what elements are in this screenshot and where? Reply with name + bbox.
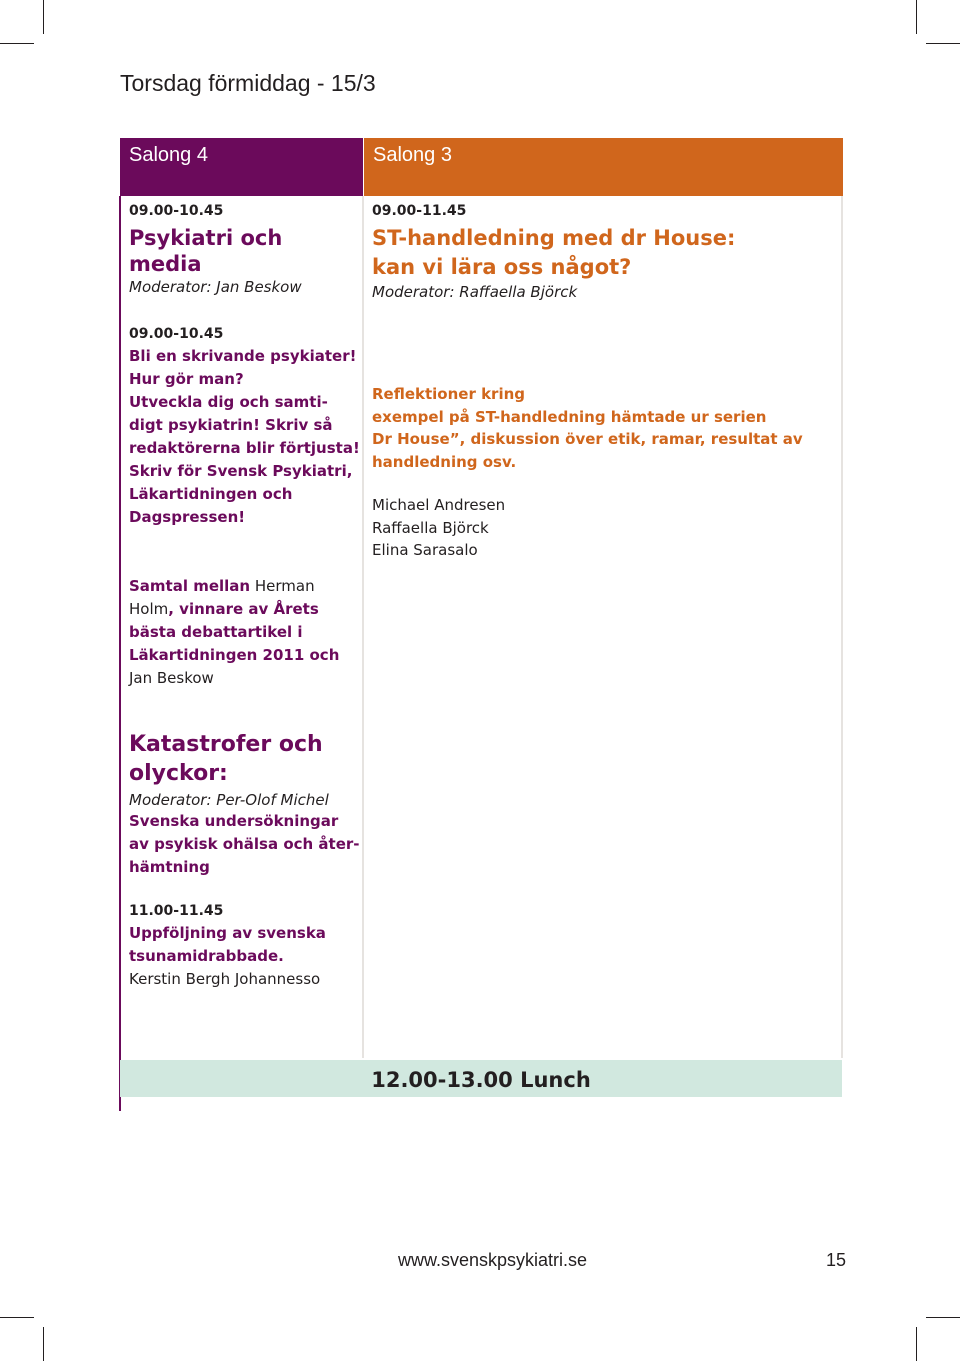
samtal-text: bästa debattartikel i (129, 623, 303, 641)
session-moderator: Moderator: Raffaella Björck (372, 283, 578, 301)
catastrophe-session (129, 730, 369, 991)
session-subtitle: Svenska undersökningar (129, 812, 339, 830)
session-title: ST-handledning med dr House: (372, 226, 736, 250)
speaker-list (372, 494, 832, 562)
samtal-name: Holm (129, 600, 169, 618)
crop-mark (43, 0, 44, 34)
salong-3-column (372, 202, 832, 562)
reflection-line: exempel på ST-handledning hämtade ur serien (372, 407, 767, 426)
session-time: 09.00-10.45 (129, 203, 224, 219)
samtal-label: Samtal mellan (129, 577, 251, 595)
session-title: olyckor: (129, 761, 228, 786)
crop-mark (0, 43, 34, 44)
left-column-rule (119, 196, 121, 1111)
session-subtitle: hämtning (129, 858, 210, 876)
session-title: Psykiatri och media (129, 226, 283, 276)
salong-3-header: Salong 3 (364, 138, 843, 196)
crop-mark (43, 1327, 44, 1361)
salong-4-column (129, 202, 361, 690)
lunch-bar: 12.00-13.00 Lunch (120, 1060, 842, 1097)
session-time: 09.00-11.45 (372, 203, 467, 219)
talk-description (129, 345, 361, 529)
reflection-line: Reflektioner kring (372, 385, 526, 403)
reflection-line: handledning osv. (372, 452, 517, 471)
talk-line: Skriv för Svensk Psykiatri, (129, 462, 353, 480)
right-column-rule (841, 196, 843, 1058)
talk-line: Bli en skrivande psykiater! (129, 347, 357, 365)
talk-line: Utveckla dig och samti- (129, 393, 328, 411)
talk-line: Dagspressen! (129, 508, 246, 526)
session-moderator: Moderator: Jan Beskow (129, 278, 302, 296)
samtal-name: Jan Beskow (129, 669, 214, 687)
session-title: kan vi lära oss något? (372, 255, 632, 279)
page-title: Torsdag förmiddag - 15/3 (120, 70, 376, 96)
talk-title: Uppföljning av svenska (129, 924, 326, 942)
crop-mark (926, 43, 960, 44)
talk-line: redaktörerna blir förtjusta! (129, 439, 360, 457)
reflection-line: Dr House”, diskussion över etik, ramar, resultat av (372, 430, 803, 448)
footer-url: www.svenskpsykiatri.se (398, 1250, 588, 1270)
samtal-text: Läkartidningen 2011 och (129, 646, 340, 664)
speaker-name: Michael Andresen (372, 496, 506, 514)
session-subtitle: av psykisk ohälsa och åter- (129, 835, 360, 853)
talk-line: Hur gör man? (129, 370, 244, 388)
crop-mark (916, 1327, 917, 1361)
talk-line: digt psykiatrin! Skriv så (129, 416, 333, 434)
session-title: Katastrofer och (129, 732, 323, 757)
crop-mark (926, 1317, 960, 1318)
speaker-name: Elina Sarasalo (372, 541, 478, 559)
samtal-text: , vinnare av Årets (168, 600, 319, 618)
session-moderator: Moderator: Per-Olof Michel (129, 791, 329, 809)
samtal-name: Herman (250, 577, 315, 595)
crop-mark (916, 0, 917, 34)
speaker-name: Kerstin Bergh Johannesso (129, 970, 321, 988)
session-time: 09.00-10.45 (129, 326, 224, 342)
talk-line: Läkartidningen och (129, 485, 293, 503)
crop-mark (0, 1317, 34, 1318)
conversation-description (129, 575, 361, 690)
speaker-name: Raffaella Björck (372, 518, 489, 537)
salong-4-header: Salong 4 (120, 138, 363, 196)
page-number: 15 (826, 1250, 847, 1270)
session-time: 11.00-11.45 (129, 903, 224, 919)
talk-title: tsunamidrabbade. (129, 947, 284, 965)
reflection-text (372, 383, 832, 473)
